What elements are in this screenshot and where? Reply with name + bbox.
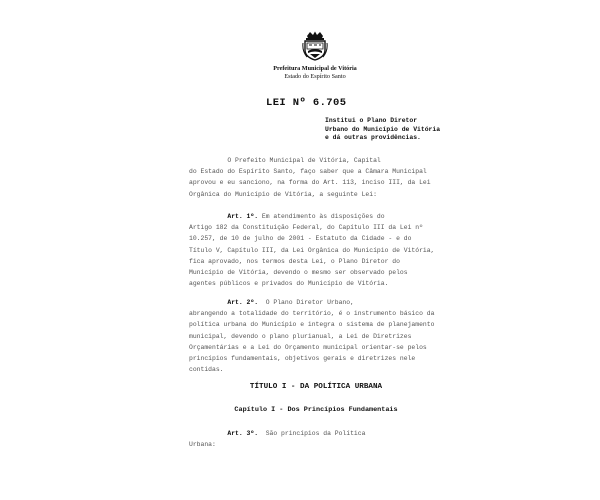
article-lead-text: Em atendimento às disposições do	[258, 213, 385, 220]
ementa-line: e dá outras providências.	[325, 134, 421, 142]
org-name: Prefeitura Municipal de Vitória	[273, 65, 357, 72]
text-line: O Prefeito Municipal de Vitória, Capital	[189, 157, 381, 164]
text-line: Artigo 182 da Constituição Federal, do Capítulo III da Lei nº	[189, 224, 423, 232]
text-line: municipal, devendo o plano plurianual, a Lei de Diretrizes	[189, 332, 412, 340]
article-label: Art. 1º.	[227, 213, 259, 220]
organization-header	[264, 65, 366, 80]
section-title: TÍTULO I - DA POLÍTICA URBANA	[249, 383, 383, 391]
text-line: 10.257, de 10 de julho de 2001 - Estatuto da Cidade - e do	[189, 235, 412, 243]
article-lead-text: São princípios da Política	[258, 430, 366, 437]
text-line: Título V, Capítulo III, da Lei Orgânica do Município de Vitória,	[189, 246, 435, 254]
text-line: agentes públicos e privados do Município de Vitória.	[189, 280, 389, 288]
law-title: LEI Nº 6.705	[266, 97, 347, 109]
text-line	[189, 428, 443, 439]
article-label: Art. 3º.	[227, 430, 259, 437]
ementa-line: Institui o Plano Diretor	[325, 117, 418, 124]
text-line: Município de Vitória, devendo o mesmo ser observado pelos	[189, 269, 408, 277]
org-state: Estado do Espírito Santo	[284, 72, 346, 80]
text-line	[189, 211, 443, 222]
text-line	[189, 297, 443, 308]
ementa-line: Urbano do Município de Vitória	[325, 125, 441, 133]
text-line: Orçamentárias e a Lei do Orçamento municipal orientar-se pelos	[189, 343, 427, 351]
text-line: política urbana do Município e integra o sistema de planejamento	[189, 321, 435, 329]
text-line: abrangendo a totalidade do território, é o instrumento básico da	[189, 310, 435, 318]
text-line: Urbana:	[189, 441, 216, 449]
text-line: princípios fundamentais, objetivos gerais e diretrizes nele	[189, 355, 416, 363]
text-line: do Estado do Espírito Santo, faço saber que a Câmara Municipal	[189, 168, 427, 176]
article-lead-text: O Plano Diretor Urbano,	[258, 299, 354, 306]
chapter-title: Capítulo I - Dos Princípios Fundamentais	[234, 406, 398, 414]
text-line: aprovou e eu sanciono, na forma do Art. 113, inciso III, da Lei	[189, 179, 431, 187]
law-ementa	[325, 117, 445, 143]
text-line: fica aprovado, nos termos desta Lei, o Plano Diretor do	[189, 257, 400, 265]
article-2	[189, 297, 443, 375]
municipal-coat-of-arms-icon	[302, 31, 328, 61]
text-line: Orgânica do Município de Vitória, a seguinte Lei:	[189, 190, 377, 198]
article-3	[189, 428, 443, 450]
text-line: contidas.	[189, 366, 224, 374]
preamble-paragraph	[189, 155, 443, 200]
article-1	[189, 211, 443, 289]
article-label: Art. 2º.	[227, 299, 259, 306]
